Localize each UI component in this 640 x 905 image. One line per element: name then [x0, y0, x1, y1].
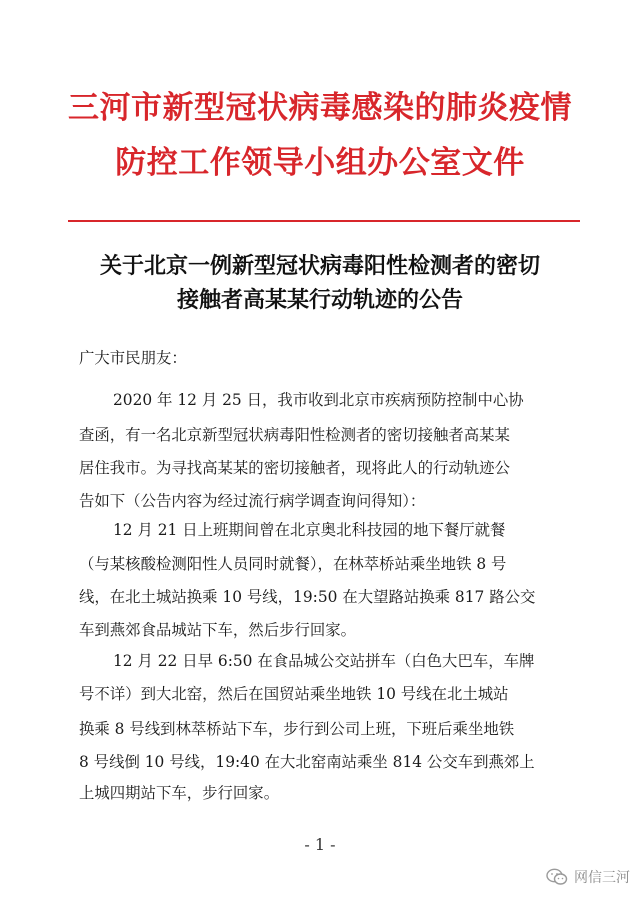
body-line: 查函，有一名北京新型冠状病毒阳性检测者的密切接触者高某某	[79, 426, 510, 444]
body-line: 2020 年 12 月 25 日，我市收到北京市疾病预防控制中心协	[113, 391, 524, 409]
notice-title-line-2: 接触者高某某行动轨迹的公告	[176, 288, 463, 313]
body-line: 居住我市。为寻找高某某的密切接触者，现将此人的行动轨迹公	[79, 459, 510, 477]
wechat-icon	[546, 868, 568, 886]
body-line: （与某核酸检测阳性人员同时就餐），在林萃桥站乘坐地铁 8 号	[79, 555, 507, 573]
body-line: 换乘 8 号线到林萃桥站下车，步行到公司上班，下班后乘坐地铁	[79, 720, 515, 738]
body-line: 上城四期站下车，步行回家。	[79, 784, 280, 802]
header-divider	[68, 220, 580, 222]
notice-title-line-1: 关于北京一例新型冠状病毒阳性检测者的密切	[99, 254, 540, 279]
header-line-1: 三河市新型冠状病毒感染的肺炎疫情	[68, 90, 572, 126]
body-line: 12 月 21 日上班期间曾在北京奥北科技园的地下餐厅就餐	[113, 521, 506, 539]
body-line: 12 月 22 日早 6:50 在食品城公交站拼车（白色大巴车，车牌	[113, 652, 535, 670]
salutation: 广大市民朋友：	[79, 349, 187, 367]
body-line: 8 号线倒 10 号线，19:40 在大北窑南站乘坐 814 公交车到燕郊上	[79, 753, 535, 771]
watermark-text: 网信三河	[574, 870, 630, 886]
body-line: 线，在北土城站换乘 10 号线，19:50 在大望路站换乘 817 路公交	[79, 588, 536, 606]
body-line: 车到燕郊食品城站下车，然后步行回家。	[79, 621, 357, 639]
body-line: 号不详）到大北窑，然后在国贸站乘坐地铁 10 号线在北土城站	[79, 685, 509, 703]
watermark	[546, 865, 630, 889]
body-line: 告如下（公告内容为经过流行病学调查询问得知）：	[79, 492, 426, 510]
page-number: - 1 -	[304, 835, 336, 854]
header-line-2: 防控工作领导小组办公室文件	[115, 145, 525, 181]
